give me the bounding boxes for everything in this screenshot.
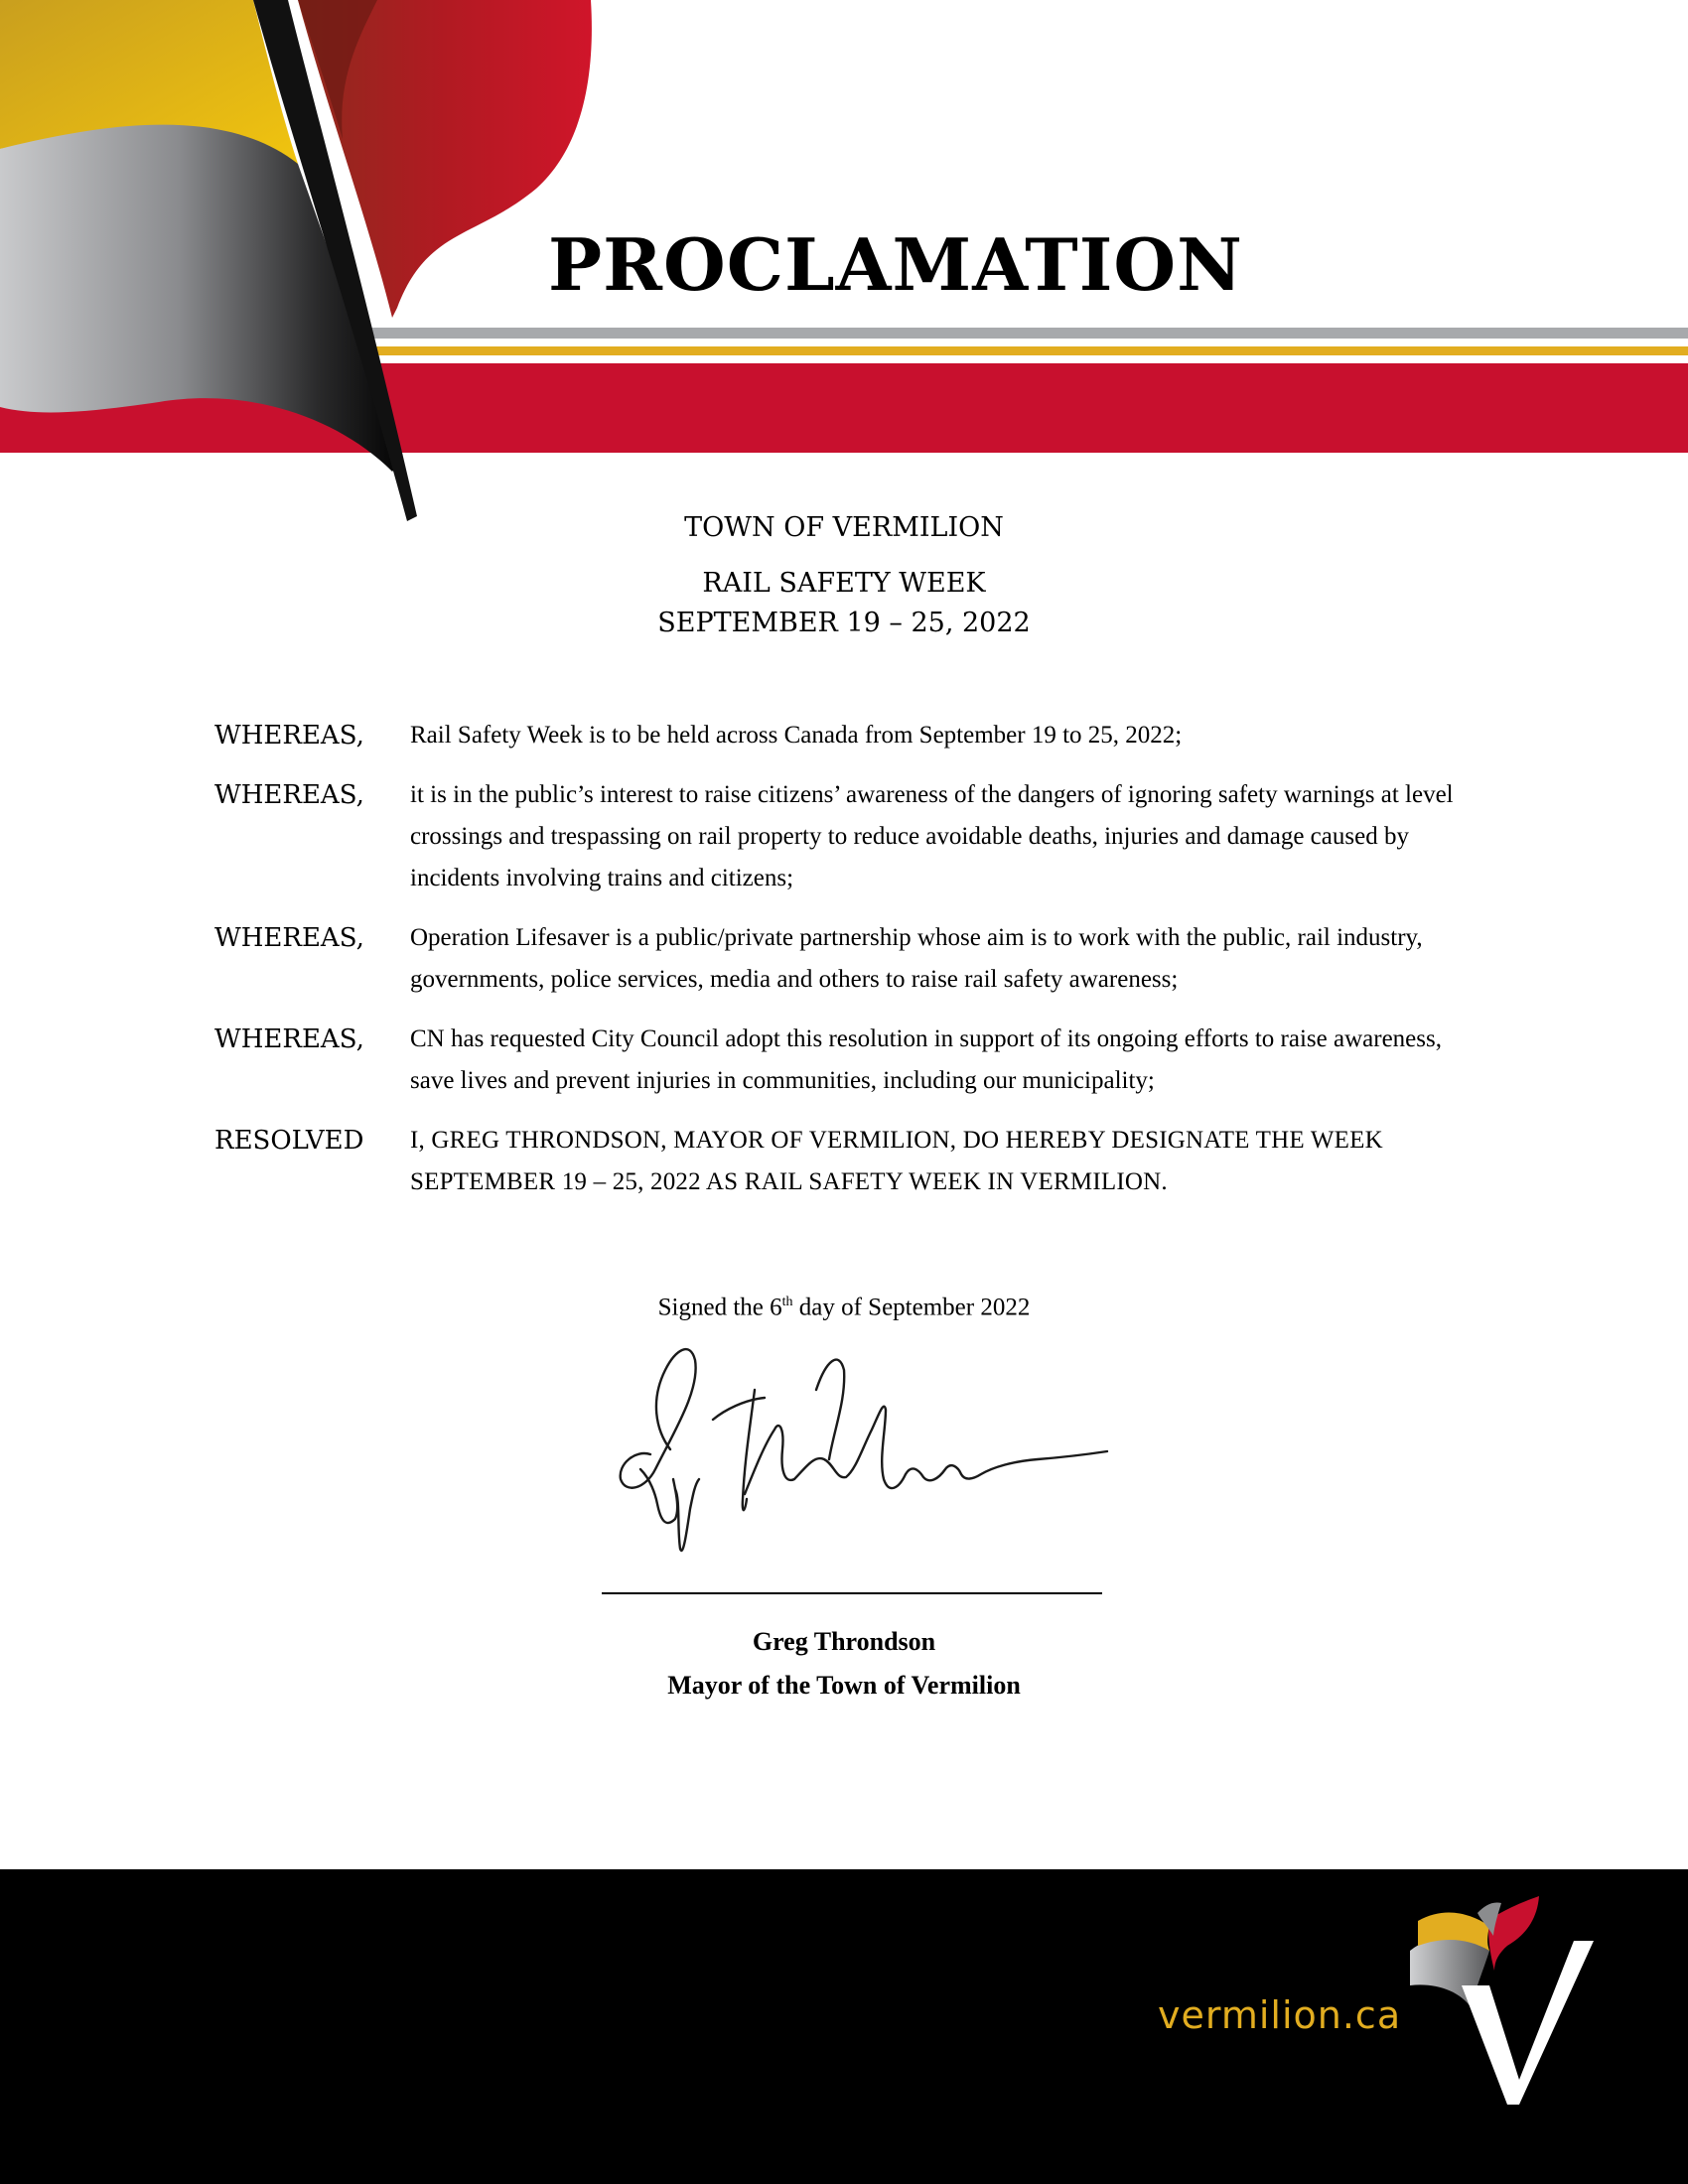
resolution-text: I, GREG THRONDSON, MAYOR OF VERMILION, DO HEREBY DESIGNATE THE WEEK SEPTEMBER 19 – 25, 2022 AS RAIL SAFETY WEEK IN VERMILION. [410,1127,1383,1195]
clause [214,774,1505,899]
signer-name: Greg Throndson [752,1627,936,1656]
clause-text: Operation Lifesaver is a public/private partnership whose aim is to work with the public, rail industry, governments, police services, media and others to raise rail safety awareness; [410,924,1423,993]
clause-label: WHEREAS, [214,923,364,953]
signature-line [602,1592,1102,1594]
clause-label: WHEREAS, [214,780,364,810]
town-heading: TOWN OF VERMILION [684,512,1004,543]
signed-suffix: day of September 2022 [792,1294,1031,1321]
footer-website-link[interactable]: vermilion.ca [1158,1993,1402,2037]
clause-text: CN has requested City Council adopt this resolution in support of its ongoing efforts to raise awareness, save lives and prevent injuries in communities, including our municipality; [410,1025,1442,1094]
signed-ordinal: th [781,1295,793,1309]
resolution [214,1120,1505,1203]
clause-text: it is in the public’s interest to raise citizens’ awareness of the dangers of ignoring safety warnings at level crossings and trespassing on rail property to reduce avoidable deaths, injuries and damage caused by incidents involving trains and citizens; [410,781,1454,891]
page-title: PROCLAMATION [548,222,1243,307]
vermilion-logo-icon [1390,1891,1618,2110]
dates-heading: SEPTEMBER 19 – 25, 2022 [657,608,1031,638]
clauses-list [214,715,1505,1221]
resolution-label: RESOLVED [214,1126,364,1156]
footer-bar [0,1869,1688,2184]
clause-label: WHEREAS, [214,721,364,751]
signed-prefix: Signed the 6 [657,1294,782,1321]
signer-title: Mayor of the Town of Vermilion [667,1671,1021,1700]
clause-label: WHEREAS, [214,1024,364,1054]
clause [214,917,1505,1001]
clause-text: Rail Safety Week is to be held across Canada from September 19 to 25, 2022; [410,722,1183,749]
clause [214,1019,1505,1102]
handwritten-signature [596,1320,1112,1559]
clause [214,715,1505,756]
event-heading: RAIL SAFETY WEEK [702,568,986,599]
